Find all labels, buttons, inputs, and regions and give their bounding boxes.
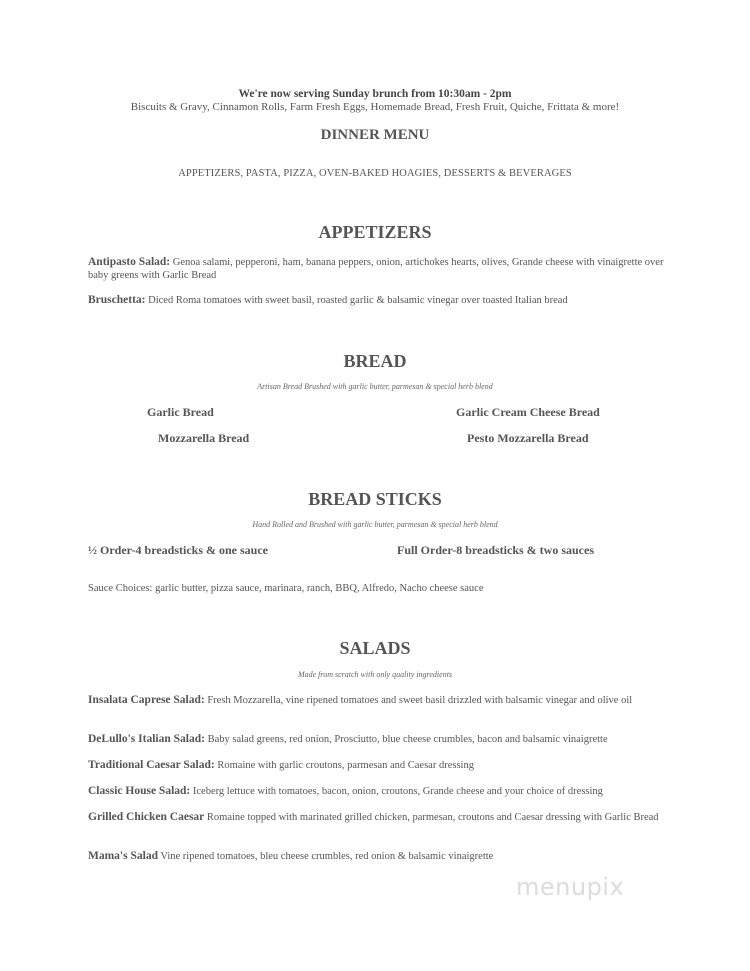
appetizer-desc: Diced Roma tomatoes with sweet basil, roasted garlic & balsamic vinegar over toasted Italian bread (145, 295, 568, 306)
brunch-items: Biscuits & Gravy, Cinnamon Rolls, Farm Fresh Eggs, Homemade Bread, Fresh Fruit, Quiche, Frittata & more! (130, 101, 620, 113)
appetizer-name: Bruschetta: (88, 294, 146, 306)
salad-name: Mama's Salad (88, 850, 158, 862)
appetizer-item (88, 294, 668, 308)
salad-desc: Baby salad greens, red onion, Prosciutto, blue cheese crumbles, bacon and balsamic vinaigrette (204, 734, 608, 745)
salad-desc: Iceberg lettuce with tomatoes, bacon, onion, croutons, Grande cheese and your choice of dressing (190, 786, 603, 797)
appetizer-desc: Genoa salami, pepperoni, ham, banana peppers, onion, artichokes hearts, olives, Grande cheese with vinaigrette over baby greens with Garlic Bread (88, 257, 664, 281)
salad-item (88, 694, 668, 708)
bread-item-pesto-mozzarella: Pesto Mozzarella Bread (467, 431, 589, 445)
sauce-choices: Sauce Choices: garlic butter, pizza sauce, marinara, ranch, BBQ, Alfredo, Nacho cheese sauce (88, 583, 484, 594)
bread-tagline: Artisan Bread Brushed with garlic butter, parmesan & special herb blend (257, 382, 493, 391)
bread-item-garlic: Garlic Bread (147, 405, 214, 419)
dinner-categories: APPETIZERS, PASTA, PIZZA, OVEN-BAKED HOAGIES, DESSERTS & BEVERAGES (178, 168, 572, 179)
salad-item (88, 733, 668, 747)
brunch-title: We're now serving Sunday brunch from 10:30am - 2pm (238, 88, 512, 100)
breadsticks-full-order: Full Order-8 breadsticks & two sauces (397, 543, 594, 557)
salad-desc: Romaine with garlic croutons, parmesan and Caesar dressing (214, 760, 474, 771)
appetizer-item (88, 256, 668, 282)
bread-item-mozzarella: Mozzarella Bread (158, 431, 250, 445)
salad-desc: Romaine topped with marinated grilled chicken, parmesan, croutons and Caesar dressing with Garlic Bread (204, 812, 659, 823)
salad-name: Grilled Chicken Caesar (88, 811, 205, 823)
breadsticks-heading: BREAD STICKS (308, 489, 442, 509)
breadsticks-tagline: Hand Rolled and Brushed with garlic butter, parmesan & special herb blend (252, 520, 498, 529)
salad-name: DeLullo's Italian Salad: (88, 733, 205, 745)
salad-item (88, 811, 668, 825)
menupix-watermark: menupix (516, 873, 625, 901)
salad-desc: Fresh Mozzarella, vine ripened tomatoes and sweet basil drizzled with balsamic vinegar and olive oil (204, 695, 633, 706)
salad-name: Classic House Salad: (88, 785, 191, 797)
salad-item (88, 850, 668, 864)
salad-item (88, 759, 668, 773)
salad-name: Insalata Caprese Salad: (88, 694, 205, 706)
salad-name: Traditional Caesar Salad: (88, 759, 215, 771)
bread-heading: BREAD (343, 351, 407, 371)
breadsticks-half-order: ½ Order-4 breadsticks & one sauce (88, 543, 268, 557)
appetizers-heading: APPETIZERS (318, 222, 432, 242)
dinner-menu-title: DINNER MENU (320, 127, 430, 143)
appetizer-name: Antipasto Salad: (88, 256, 171, 268)
salads-tagline: Made from scratch with only quality ingredients (297, 670, 453, 679)
bread-item-garlic-cream-cheese: Garlic Cream Cheese Bread (456, 405, 600, 419)
salads-heading: SALADS (339, 638, 411, 658)
salad-item (88, 785, 668, 799)
salad-desc: Vine ripened tomatoes, bleu cheese crumbles, red onion & balsamic vinaigrette (157, 851, 494, 862)
